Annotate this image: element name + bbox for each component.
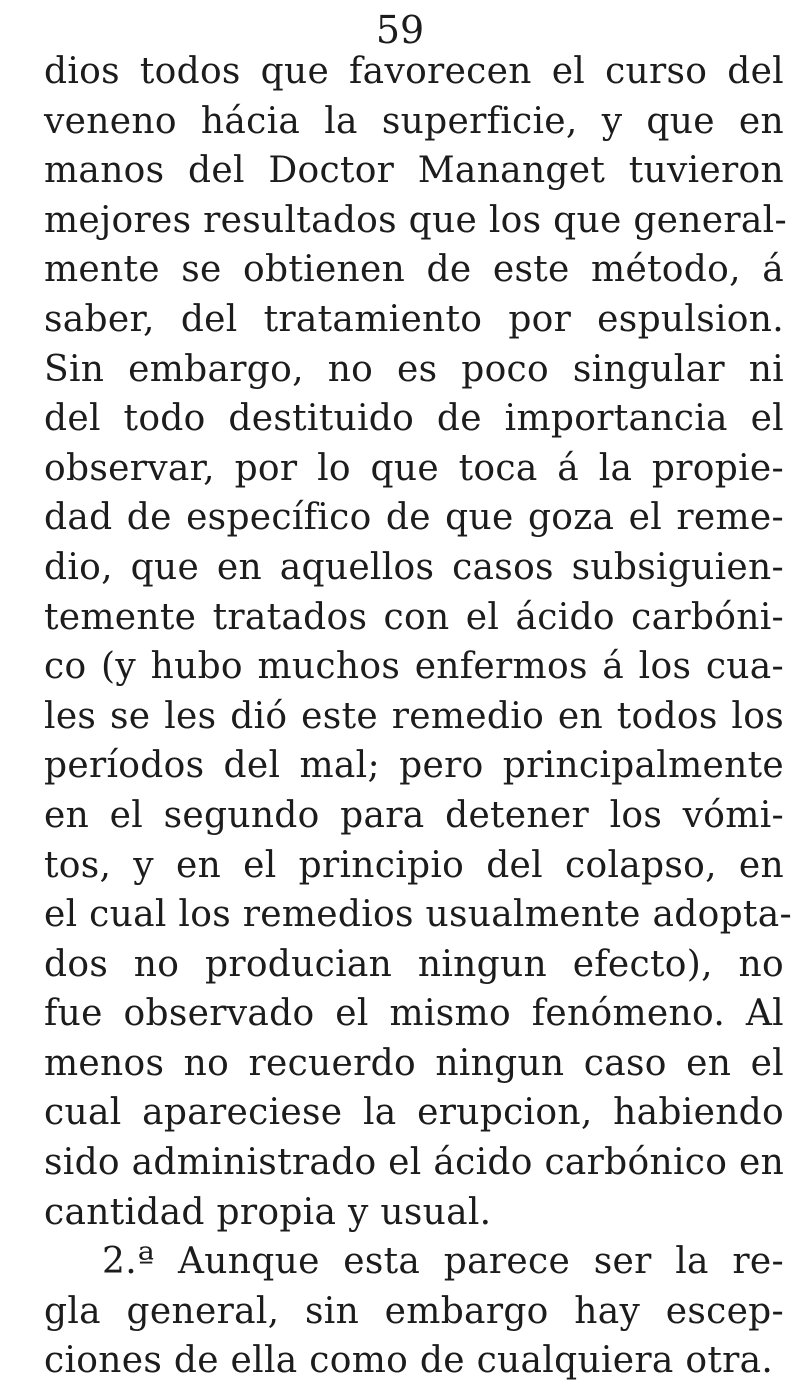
text-line: temente tratados con el ácido carbóni- — [44, 596, 784, 638]
text-line: les se les dió este remedio en todos los — [44, 695, 784, 737]
text-line: dios todos que favorecen el curso del — [44, 51, 784, 92]
text-line: Sin embargo, no es poco singular ni — [44, 348, 784, 390]
text-line: períodos del mal; pero principalmente — [44, 745, 784, 787]
text-line: menos no recuerdo ningun caso en el — [44, 1042, 784, 1084]
text-line: ciones de ella como de cualquiera otra. — [44, 1340, 774, 1382]
text-line: cantidad propia y usual. — [44, 1191, 492, 1233]
text-line: saber, del tratamiento por espulsion. — [44, 298, 784, 340]
text-line: fue observado el mismo fenómeno. Al — [44, 993, 784, 1035]
text-line: en el segundo para detener los vómi- — [44, 794, 784, 836]
text-line: dos no producian ningun efecto), no — [44, 943, 784, 985]
text-line: dad de específico de que goza el reme- — [44, 497, 784, 539]
text-line: cual apareciese la erupcion, habiendo — [44, 1092, 784, 1134]
body-text — [44, 47, 792, 1386]
text-line: el cual los remedios usualmente adopta- — [44, 894, 792, 936]
text-line: sido administrado el ácido carbónico en — [44, 1142, 785, 1184]
text-line: mejores resultados que los que general- — [44, 199, 787, 241]
text-line: tos, y en el principio del colapso, en — [44, 844, 784, 886]
text-line: gla general, sin embargo hay escep- — [44, 1290, 784, 1332]
text-line: del todo destituido de importancia el — [44, 398, 784, 440]
text-line: 2.ª Aunque esta parece ser la re- — [102, 1241, 784, 1283]
text-line: manos del Doctor Mananget tuvieron — [44, 150, 784, 192]
text-line: observar, por lo que toca á la propie- — [44, 447, 784, 489]
text-line: mente se obtienen de este método, á — [44, 249, 784, 291]
text-line: veneno hácia la superficie, y que en — [44, 100, 784, 142]
page-number: 59 — [375, 8, 425, 52]
text-line: co (y hubo muchos enfermos á los cua- — [44, 646, 784, 688]
text-line: dio, que en aquellos casos subsiguien- — [44, 546, 784, 588]
